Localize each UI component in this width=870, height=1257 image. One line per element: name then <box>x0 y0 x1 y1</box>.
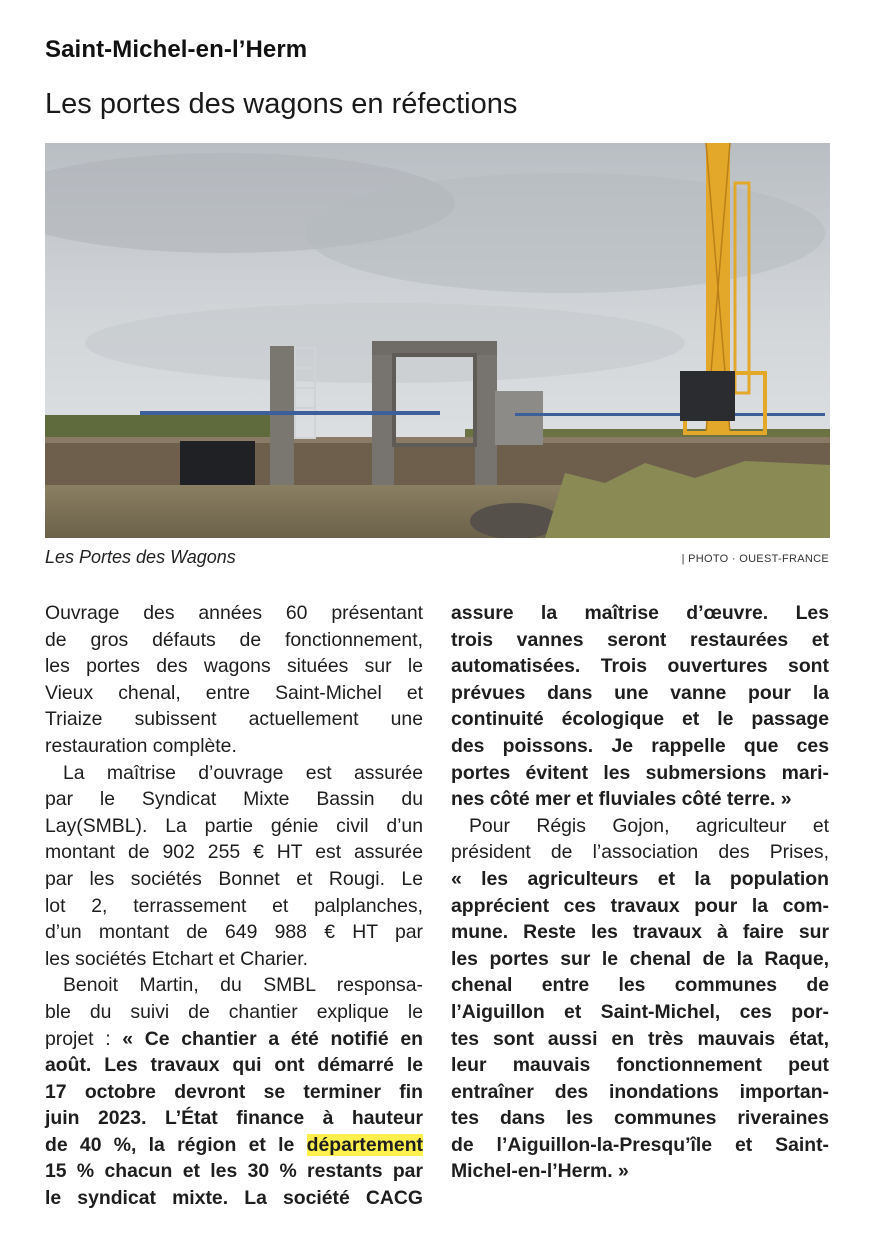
body-line: portes évitent les submersions mari- <box>451 761 829 784</box>
body-line: Benoit Martin, du SMBL responsa- <box>63 974 423 997</box>
body-line: l’Aiguillon et Saint-Michel, ces por- <box>451 1000 829 1023</box>
body-line: Michel-en-l’Herm. » <box>451 1160 629 1183</box>
body-line: tes dans les communes riveraines <box>451 1107 829 1130</box>
photo-pillar-left <box>270 346 294 486</box>
photo-rocks <box>470 503 560 538</box>
body-line: 17 octobre devront se terminer fin <box>45 1080 423 1103</box>
photo-pillar-center-right <box>475 343 497 488</box>
quote-text-segment: « Ce chantier a été notifié en <box>122 1027 423 1050</box>
body-line: ble du suivi de chantier explique le <box>45 1000 423 1023</box>
body-line: d’un montant de 649 988 € HT par <box>45 921 423 944</box>
body-line: prévues dans une vanne pour la <box>451 681 829 704</box>
body-line: leur mauvais fonctionnement peut <box>451 1054 829 1077</box>
body-line: automatisées. Trois ouvertures sont <box>451 655 829 678</box>
body-line: Pour Régis Gojon, agriculteur et <box>469 814 829 837</box>
photo-gray-panel <box>495 391 543 445</box>
body-line: des poissons. Je rappelle que ces <box>451 734 829 757</box>
body-line: continuité écologique et le passage <box>451 708 829 731</box>
body-line: « les agriculteurs et la population <box>451 867 829 890</box>
article-column-right <box>451 600 829 1185</box>
body-line: Vieux chenal, entre Saint-Michel et <box>45 681 423 704</box>
article-headline: Les portes des wagons en réfections <box>45 88 518 120</box>
body-line: les portes sur le chenal de la Raque, <box>451 947 829 970</box>
photo-black-tarp <box>180 441 255 485</box>
photo-pillar-center-left <box>372 343 394 488</box>
body-line: les portes des wagons situées sur le <box>45 655 423 678</box>
body-line <box>45 1132 423 1159</box>
photo-credit: | PHOTO · OUEST-FRANCE <box>681 553 829 565</box>
photo-blue-railing <box>140 411 440 415</box>
photo-gate-lintel <box>372 341 497 355</box>
highlighted-word: département <box>306 1133 423 1156</box>
body-line: de gros défauts de fonctionnement, <box>45 628 423 651</box>
body-line <box>45 1026 423 1053</box>
photo-illustration <box>45 143 830 538</box>
body-line: tes sont aussi en très mauvais état, <box>451 1027 829 1050</box>
body-line: août. Les travaux qui ont démarré le <box>45 1054 423 1077</box>
body-text-segment: projet : <box>45 1027 123 1050</box>
quote-text-segment: de 40 %, la région et le <box>45 1133 307 1156</box>
body-line: La maîtrise d’ouvrage est assurée <box>63 761 423 784</box>
body-line: le syndicat mixte. La société CACG <box>45 1187 423 1210</box>
body-line: entraîner des inondations importan- <box>451 1080 829 1103</box>
body-line: assure la maîtrise d’œuvre. Les <box>451 602 829 624</box>
body-line: nes côté mer et fluviales côté terre. » <box>451 788 792 811</box>
body-line: les sociétés Etchart et Charier. <box>45 947 308 970</box>
body-line: juin 2023. L’État finance à hauteur <box>45 1107 423 1130</box>
article-column-left <box>45 600 423 1212</box>
article-kicker: Saint-Michel-en-l’Herm <box>45 36 308 63</box>
body-line: restauration complète. <box>45 734 237 757</box>
body-line: par les sociétés Bonnet et Rougi. Le <box>45 867 423 890</box>
body-line: Triaize subissent actuellement une <box>45 708 423 731</box>
body-line: lot 2, terrassement et palplanches, <box>45 894 423 917</box>
body-line: chenal entre les communes de <box>451 974 829 997</box>
body-line: président de l’association des Prises, <box>451 841 829 864</box>
body-line: montant de 902 255 € HT est assurée <box>45 841 423 864</box>
body-line: Ouvrage des années 60 présentant <box>45 602 423 624</box>
photo-grass-left <box>45 415 275 437</box>
article-photo <box>45 143 830 538</box>
body-line: apprécient ces travaux pour la com- <box>451 894 829 917</box>
body-line: par le Syndicat Mixte Bassin du <box>45 788 423 811</box>
body-line: mune. Reste les travaux à faire sur <box>451 921 829 944</box>
body-line: Lay(SMBL). La partie génie civil d’un <box>45 814 423 837</box>
body-line: de l’Aiguillon-la-Presqu’île et Saint- <box>451 1133 829 1156</box>
photo-black-box <box>680 371 735 421</box>
body-line: 15 % chacun et les 30 % restants par <box>45 1160 423 1183</box>
photo-caption: Les Portes des Wagons <box>45 547 236 567</box>
body-line: trois vannes seront restaurées et <box>451 628 829 651</box>
